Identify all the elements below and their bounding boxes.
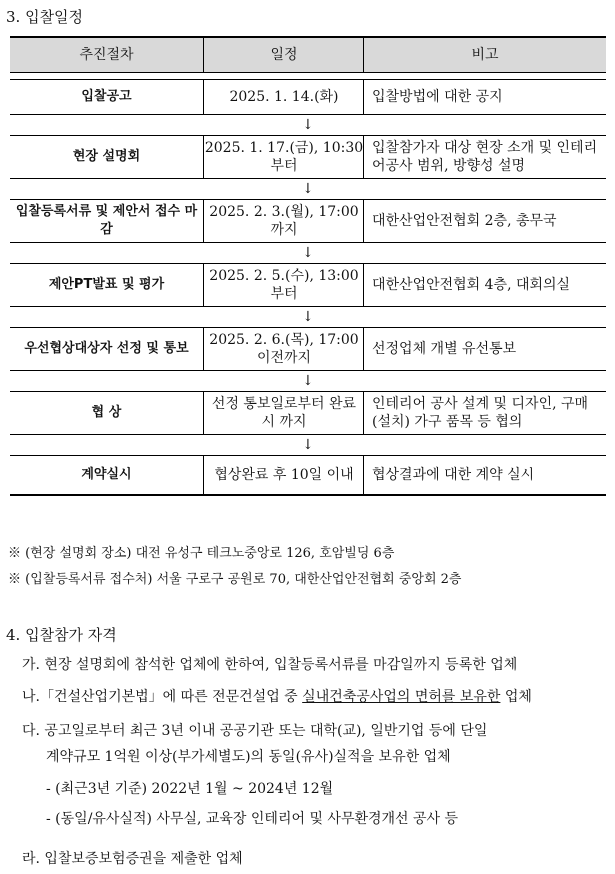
table-row [10, 455, 606, 496]
flow-arrow: ↓ [302, 245, 314, 261]
row-step: 입찰등록서류 및 제안서 접수 마감 [15, 204, 198, 237]
table-row [10, 199, 606, 243]
schedule-table [10, 36, 606, 496]
qualification-da-sub2: - (동일/유사실적) 사무실, 교육장 인테리어 및 사무환경개선 공사 등 [46, 811, 459, 827]
table-row [10, 263, 606, 307]
note-briefing-location: ※ (현장 설명회 장소) 대전 유성구 테크노중앙로 126, 호암빌딩 6층 [8, 546, 395, 561]
note-submission-location: ※ (입찰등록서류 접수처) 서울 구로구 공원로 70, 대한산업안전협회 중앙회 2층 [8, 572, 462, 587]
qualification-na: 나.「건설산업기본법」에 따른 전문건설업 중 실내건축공사업의 면허를 보유한 업체 [22, 689, 532, 705]
row-date: 2025. 2. 6.(목), 17:00이전까지 [203, 328, 364, 370]
row-note: 협상결과에 대한 계약 실시 [363, 456, 606, 494]
row-step: 계약실시 [81, 467, 132, 482]
flow-arrow: ↓ [302, 117, 314, 133]
qualification-da-line1: 다. 공고일로부터 최근 3년 이내 공공기관 또는 대학(교), 일반기업 등에 단일 [22, 723, 488, 739]
row-date: 협상완료 후 10일 이내 [203, 456, 364, 494]
row-date: 선정 통보일로부터 완료 시 까지 [203, 392, 364, 434]
qualification-ra: 라. 입찰보증보험증권을 제출한 업체 [22, 851, 243, 867]
table-row [10, 79, 606, 115]
flow-arrow: ↓ [302, 373, 314, 389]
row-step: 우선협상대상자 선정 및 통보 [24, 341, 189, 356]
table-header [10, 36, 606, 73]
row-date: 2025. 2. 5.(수), 13:00부터 [203, 264, 364, 306]
row-note: 입찰참가자 대상 현장 소개 및 인테리어공사 범위, 방향성 설명 [363, 136, 606, 178]
row-step: 협 상 [91, 405, 122, 420]
section-3-title: 3. 입찰일정 [6, 8, 84, 26]
header-note: 비고 [363, 38, 606, 72]
flow-arrow: ↓ [302, 437, 314, 453]
table-row [10, 327, 606, 371]
qualification-da-line2: 계약규모 1억원 이상(부가세별도)의 동일(유사)실적을 보유한 업체 [46, 749, 451, 765]
section-4-title: 4. 입찰참가 자격 [6, 626, 117, 644]
row-date: 2025. 1. 17.(금), 10:30부터 [203, 136, 364, 178]
header-step: 추진절차 [79, 47, 134, 63]
license-underline: 실내건축공사업의 면허를 보유한 [302, 689, 501, 705]
row-step: 입찰공고 [81, 89, 132, 104]
row-step: 제안PT발표 및 평가 [48, 277, 165, 292]
header-date: 일정 [203, 38, 364, 72]
row-date: 2025. 2. 3.(월), 17:00까지 [203, 200, 364, 242]
row-note: 인테리어 공사 설계 및 디자인, 구매(설치) 가구 품목 등 협의 [363, 392, 606, 434]
row-step: 현장 설명회 [72, 149, 141, 164]
row-date: 2025. 1. 14.(화) [203, 80, 364, 114]
row-note: 선정업체 개별 유선통보 [363, 328, 606, 370]
qualification-ga: 가. 현장 설명회에 참석한 업체에 한하여, 입찰등록서류를 마감일까지 등록한 업체 [22, 657, 518, 673]
table-row [10, 391, 606, 435]
flow-arrow: ↓ [302, 181, 314, 197]
row-note: 대한산업안전협회 2층, 총무국 [363, 200, 606, 242]
row-note: 대한산업안전협회 4층, 대회의실 [363, 264, 606, 306]
row-note: 입찰방법에 대한 공지 [363, 80, 606, 114]
table-row [10, 135, 606, 179]
qualification-da-sub1: - (최근3년 기준) 2022년 1월 ~ 2024년 12월 [46, 781, 334, 797]
flow-arrow: ↓ [302, 309, 314, 325]
